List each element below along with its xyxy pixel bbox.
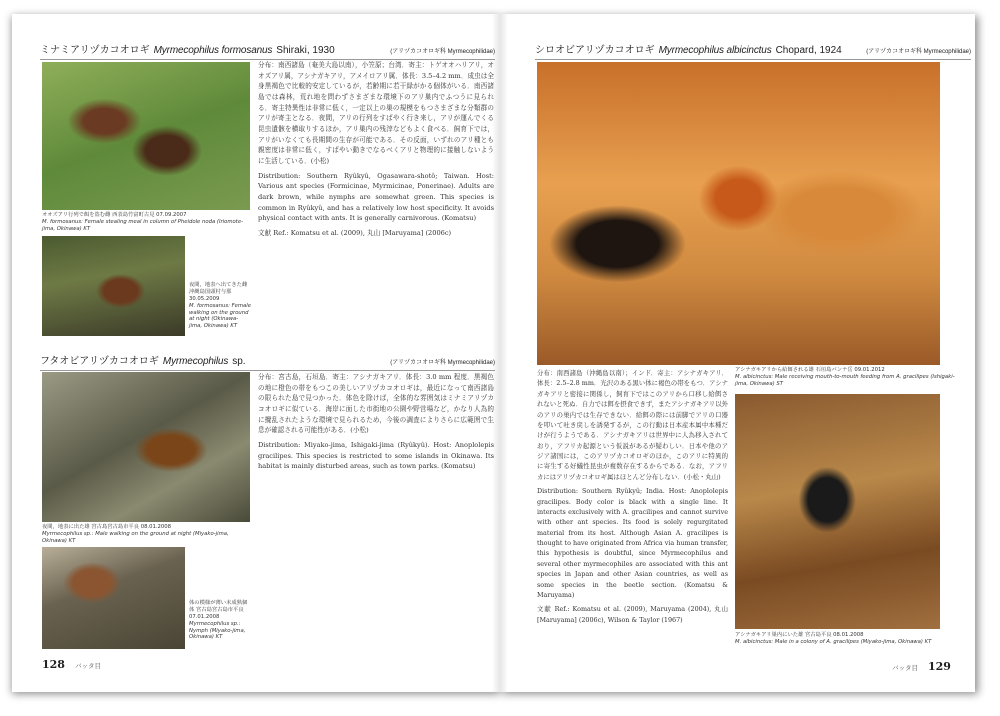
photo-caption-jp: 体の模様が薄い未成熟個体 宮古島宮古島市平良 07.01.2008	[189, 600, 248, 620]
photo-caption-en: M. albicinctus: Male in a colony of A. gracilipes (Miyako-jima, Okinawa) KT	[735, 638, 932, 645]
section-label: バッタ目	[74, 662, 101, 670]
photo-caption-jp: オオズアリ行列で餌を盗む雌 西表島竹富町古見 07.09.2007	[42, 212, 187, 218]
photo-caption-en: Myrmecophilus sp.: Male walking on the ground at night (Miyako-jima, Okinawa) KT	[42, 530, 229, 544]
photo-caption-en: M. formosanus: Female walking on the ground at night (Okinawa-jima, Okinawa) KT	[189, 302, 252, 330]
family-label: (アリヅカコオロギ科 Myrmecophilidae)	[390, 360, 495, 366]
page-footer	[42, 658, 111, 671]
section-label: バッタ目	[892, 664, 918, 672]
title-sci: Myrmecophilus	[162, 356, 229, 367]
family-label: (アリヅカコオロギ科 Myrmecophilidae)	[390, 49, 495, 55]
page-footer	[882, 660, 951, 673]
photo-caption-en: M. albicinctus: Male receiving mouth-to-mouth feeding from A. gracilipes (Ishigaki-jima, Okinawa) ST	[735, 373, 955, 387]
species-description	[258, 372, 494, 476]
title-jp: フタオビアリヅカコオロギ	[40, 356, 159, 367]
title-author: Shiraki, 1930	[276, 45, 335, 56]
title-sci: Myrmecophilus albicinctus	[658, 45, 772, 56]
photo-female-night	[42, 236, 185, 336]
title-author: sp.	[232, 356, 246, 367]
description-en: Distribution: Southern Ryûkyû, Ogasawara-shotô; Taiwan. Host: Various ant species (Formicinae, Myrmicinae, Ponerinae). Adults are dark brown, while nymphs are somewhat green. This species is common in Ryûkyû, and has a relatively low host specificity. It avoids physical contact with ants. It is generally carnivorous. (Komatsu)	[258, 171, 494, 223]
description-jp: 分布：南西諸島（沖縄島以南）；インド．寄主：アシナガキアリ．体長：2.5–2.8 mm．光沢のある黒い体に褐色の帯をもつ．アシナガキアリと密接に関係し，飼育下ではこのアリから口移し給餌されないと死ぬ．自力では餌を摂食できず，またアシナガキアリ以外のアリの巣内では生存できない．給餌の際には前脚でアリの口器を叩いて吐き戻しを誘発するが，この行動は日本産本属中本種だけが行うようである．アシナガキアリは世界中に人為移入されており，アフリカ起源という仮説があるが疑わしい．日本や他のアジア諸国には，このアリヅカコオロギのほか，このアリに特異的に寄生する好蟻性昆虫が複数存在するからである．なお，アフリカにはアリヅカコオロギ属はほとんど分布しない．(小松・丸山)	[537, 369, 728, 481]
title-jp: ミナミアリヅカコオロギ	[40, 45, 150, 56]
species-title	[535, 41, 971, 60]
photo-nymph	[42, 547, 185, 649]
page-number: 128	[42, 658, 65, 671]
photo-caption-jp: 夜間，地表に出た雄 宮古島宮古島市平良 08.01.2008	[42, 524, 172, 530]
photo-caption-jp: アシナガキアリから給餌される雄 石垣島バンナ岳 09.01.2012	[735, 367, 885, 373]
references: 文献 Ref.: Komatsu et al. (2009), 丸山 [Maruyama] (2006c)	[258, 229, 452, 238]
photo-caption-en: M. formosanus: Female stealing meal in column of Pheidole noda (Iriomote-jima, Okinawa) KT	[42, 218, 244, 232]
species-title	[40, 352, 495, 371]
photo-male-in-colony	[735, 394, 940, 629]
description-jp: 分布：南西諸島（奄美大島以南），小笠原；台湾．寄主：トゲオオハリアリ，オオズアリ属，アシナガキアリ，アメイロアリ属．体長：3.5–4.2 mm．成虫は全身黒褐色で比較的安定しているが，若齢期に若干緑がかる個体がいる．南西諸島では森林，荒れ地を問わずさまざまな環境下のアリ巣内でふつうに見られる．寄主特異性は非常に低く，一定以上の巣の規模をもつさまざまな分類群のアリが寄主となる．夜間，アリの行列をすばやく行き来し，アリが運んでくる昆虫遺骸を横取りするほか，アリ巣内の残滓などもよく食べる．飼育下では，アリがいなくても長期間の生存が可能である．その反面，いずれのアリ種とも親密度は非常に低く，すばやい動きでなるべくアリと物理的に接触しないように生活している．(小松)	[258, 61, 494, 166]
photo-caption-jp: 夜間，地表へ出てきた雌 沖縄島国頭村与那 30.05.2009	[189, 282, 248, 302]
photo-ant-with-cricket	[537, 62, 940, 365]
species-description	[258, 60, 494, 243]
photo-caption-en: Myrmecophilus sp.: Nymph (Miyako-jima, Okinawa) KT	[189, 620, 246, 641]
photo-male-night	[42, 372, 250, 522]
photo-ant-column	[42, 62, 250, 210]
species-title	[40, 41, 495, 60]
references: 文献 Ref.: Komatsu et al. (2009), Maruyama (2004), 丸山 [Maruyama] (2006c), Wilson & Taylor (1967)	[537, 605, 728, 624]
title-author: Chopard, 1924	[775, 45, 842, 56]
page-number: 129	[928, 660, 951, 673]
description-jp: 分布：宮古島，石垣島．寄主：アシナガキアリ．体長：3.0 mm 程度．黒褐色の地に橙色の帯をもつこの美しいアリヅカコオロギは，最近になって南西諸島の限られた島で見つかった．体色を除けば，全体的な雰囲気はミナミアリヅカコオロギに似ている．海岸に面した市街地の公園や野営場など，かなり人為的に攪乱されたような環境で見られるため，今後の調査によりさらに広範囲で生息が確認される可能性がある．(小松)	[258, 373, 494, 435]
family-label: (アリヅカコオロギ科 Myrmecophilidae)	[866, 49, 971, 55]
title-sci: Myrmecophilus formosanus	[153, 45, 273, 56]
description-en: Distribution: Southern Ryûkyû; India. Host: Anoplolepis gracilipes. Body color is black with a single line. It interacts exclusively with A. gracilipes and cannot survive with other ant species. Its food is solely regurgitated material from its host. Although Asian A. gracilipes is thought to have originated from Africa via human transfer, this hypothesis is doubtful, since Myrmecophilus and several other myrmecophiles are associated with this ant species in Japan and other Asian countries, as well as some species in the beetle section. (Komatsu & Maruyama)	[537, 487, 728, 599]
species-description	[537, 368, 728, 629]
title-jp: シロオビアリヅカコオロギ	[535, 45, 655, 56]
description-en: Distribution: Miyako-jima, Ishigaki-jima (Ryûkyû). Host: Anoplolepis gracilipes. This species is restricted to some islands in Okinawa. Its habitat is mainly disturbed areas, such as town parks. (Komatsu)	[258, 441, 494, 471]
photo-caption-jp: アシナガキアリ巣内にいた雄 宮古島平良 08.01.2008	[735, 632, 864, 638]
